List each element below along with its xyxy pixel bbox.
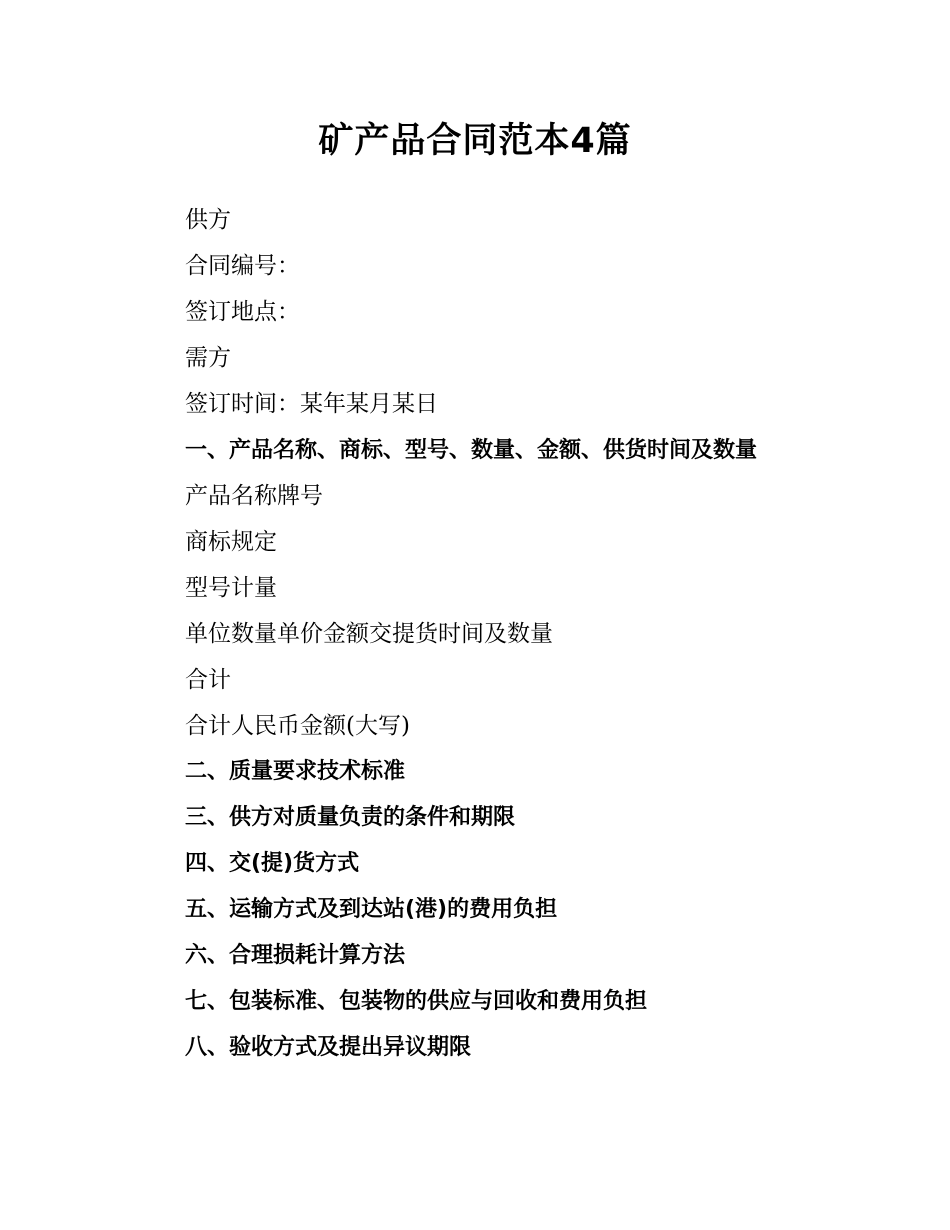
section-heading-4: 四、交(提)货方式 xyxy=(185,851,360,876)
paragraph-contract-number: 合同编号： xyxy=(185,253,300,279)
paragraph-model: 型号计量 xyxy=(185,575,277,601)
paragraph-product-name: 产品名称牌号 xyxy=(185,483,323,509)
paragraph-total-rmb: 合计人民币金额(大写) xyxy=(185,713,410,739)
section-heading-7: 七、包装标准、包装物的供应与回收和费用负担 xyxy=(185,989,648,1014)
paragraph-signing-time: 签订时间：某年某月某日 xyxy=(185,391,438,417)
section-heading-5: 五、运输方式及到达站(港)的费用负担 xyxy=(185,897,558,922)
paragraph-supplier: 供方 xyxy=(185,207,231,233)
document-body xyxy=(140,197,810,1071)
paragraph-signing-place: 签订地点： xyxy=(185,299,300,325)
section-heading-3: 三、供方对质量负责的条件和期限 xyxy=(185,805,516,830)
section-heading-1: 一、产品名称、商标、型号、数量、金额、供货时间及数量 xyxy=(185,438,758,463)
paragraph-unit-quantity: 单位数量单价金额交提货时间及数量 xyxy=(185,621,553,647)
section-heading-6: 六、合理损耗计算方法 xyxy=(185,943,406,968)
paragraph-buyer: 需方 xyxy=(185,345,231,371)
document-title: 矿产品合同范本4篇 xyxy=(318,121,632,161)
section-heading-8: 八、验收方式及提出异议期限 xyxy=(185,1035,472,1060)
section-heading-2: 二、质量要求技术标准 xyxy=(185,759,406,784)
paragraph-trademark: 商标规定 xyxy=(185,529,277,555)
paragraph-total: 合计 xyxy=(185,667,231,693)
